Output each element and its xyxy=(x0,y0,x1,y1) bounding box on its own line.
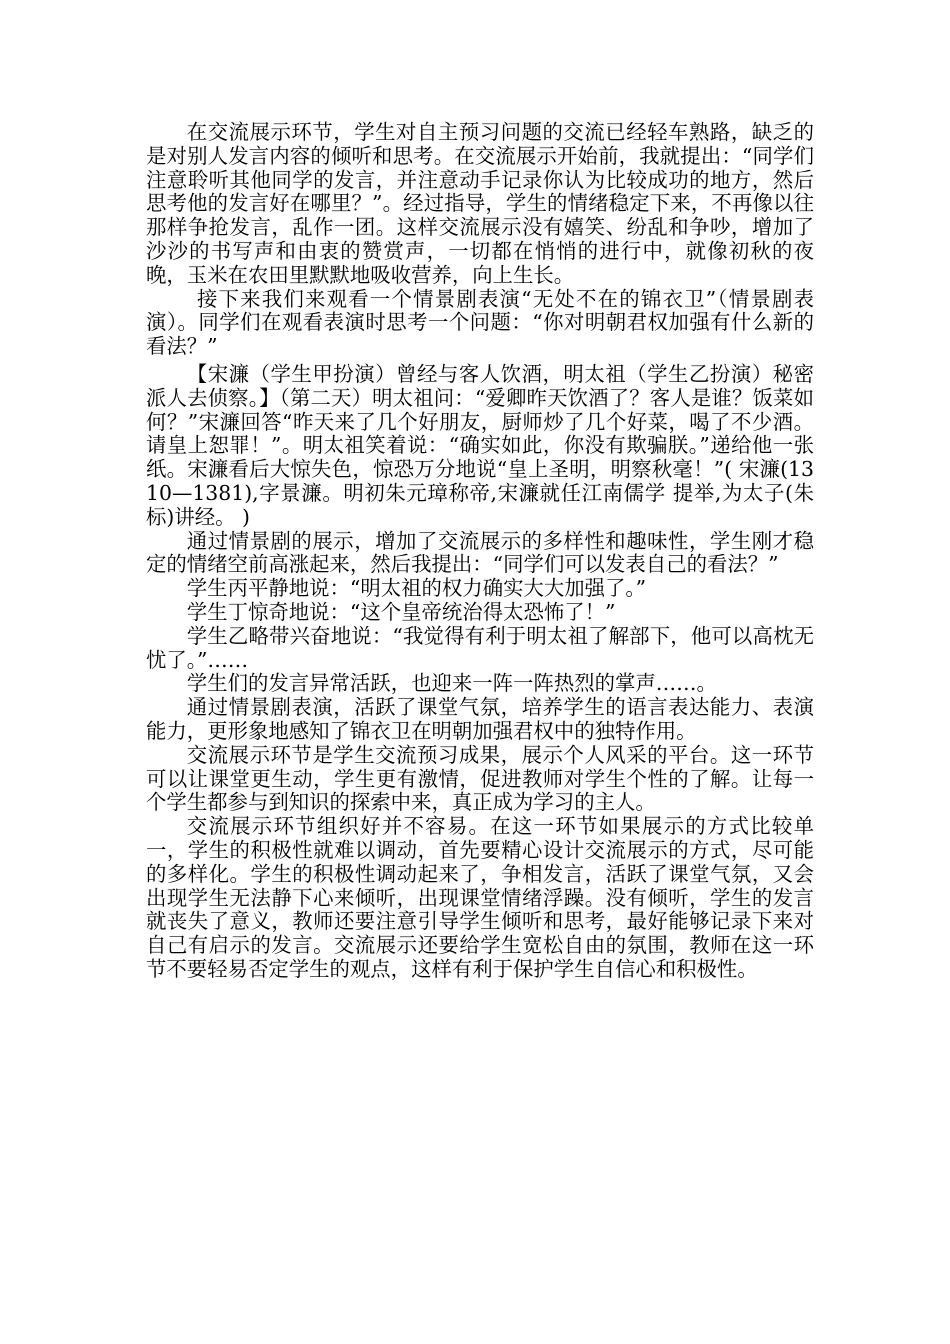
paragraph-student-bing: 学生丙平静地说：“明太祖的权力确实大大加强了。” xyxy=(186,576,647,601)
paragraph-drama-effect: 通过情景剧表演，活跃了课堂气氛，培养学生的语言表达能力、表演能力，更形象地感知了锦衣卫在明朝加强君权中的独特作用。 xyxy=(146,695,814,743)
paragraph-organization: 交流展示环节组织好并不容易。在这一环节如果展示的方式比较单一，学生的积极性就难以调动，首先要精心设计交流展示的方式，尽可能的多样化。学生的积极性调动起来了，争相发言，活跃了课堂气氛，又会出现学生无法静下心来倾听，出现课堂情绪浮躁。没有倾听，学生的发言就丧失了意义，教师还要注意引导学生倾听和思考，最好能够记录下来对自己有启示的发言。交流展示还要给学生宽松自由的氛围，教师在这一环节不要轻易否定学生的观点，这样有利于保护学生自信心和积极性。 xyxy=(146,814,814,981)
paragraph-exchange-intro: 在交流展示环节，学生对自主预习问题的交流已经轻车熟路，缺乏的是对别人发言内容的倾听和思考。在交流展示开始前，我就提出：“同学们注意聆听其他同学的发言，并注意动手记录你认为比较成功的地方，然后思考他的发言好在哪里？”。经过指导，学生的情绪稳定下来，不再像以往那样争抢发言，乱作一团。这样交流展示没有嬉笑、纷乱和争吵，增加了沙沙的书写声和由衷的赞赏声，一切都在悄悄的进行中，就像初秋的夜晚，玉米在农田里默默地吸收营养，向上生长。 xyxy=(146,120,814,287)
paragraph-student-ding: 学生丁惊奇地说：“这个皇帝统治得太恐怖了！” xyxy=(186,599,616,624)
paragraph-drama-result: 通过情景剧的展示，增加了交流展示的多样性和趣味性，学生刚才稳定的情绪空前高涨起来，然后我提出：“同学们可以发表自己的看法？” xyxy=(146,528,814,577)
paragraph-applause: 学生们的发言异常活跃，也迎来一阵一阵热烈的掌声……。 xyxy=(186,671,717,696)
paragraph-platform: 交流展示环节是学生交流预习成果，展示个人风采的平台。这一环节可以让课堂更生动，学生更有激情，促进教师对学生个性的了解。让每一个学生都参与到知识的探索中来，真正成为学习的主人。 xyxy=(146,742,814,815)
paragraph-drama-script: 【宋濂（学生甲扮演）曾经与客人饮酒，明太祖（学生乙扮演）秘密派人去侦察。】（第二天）明太祖问：“爱卿昨天饮酒了？客人是谁？饭菜如何？”宋濂回答“昨天来了几个好朋友，厨师炒了几个好菜，喝了不少酒。请皇上恕罪！”。明太祖笑着说：“确实如此，你没有欺骗朕。”递给他一张纸。宋濂看后大惊失色，惊恐万分地说“皇上圣明，明察秋毫！”( 宋濂(1310—1381),字景濂。明初朱元璋称帝,宋濂就任江南儒学 提举,为太子(朱标)讲经。 ) xyxy=(146,361,814,529)
document-body xyxy=(146,121,814,982)
paragraph-student-yi: 学生乙略带兴奋地说：“我觉得有利于明太祖了解部下，他可以高枕无忧了。”…… xyxy=(146,623,814,672)
paragraph-drama-intro: 接下来我们来观看一个情景剧表演“无处不在的锦衣卫”（情景剧表演）。同学们在观看表演时思考一个问题：“你对明朝君权加强有什么新的看法？” xyxy=(146,286,814,359)
